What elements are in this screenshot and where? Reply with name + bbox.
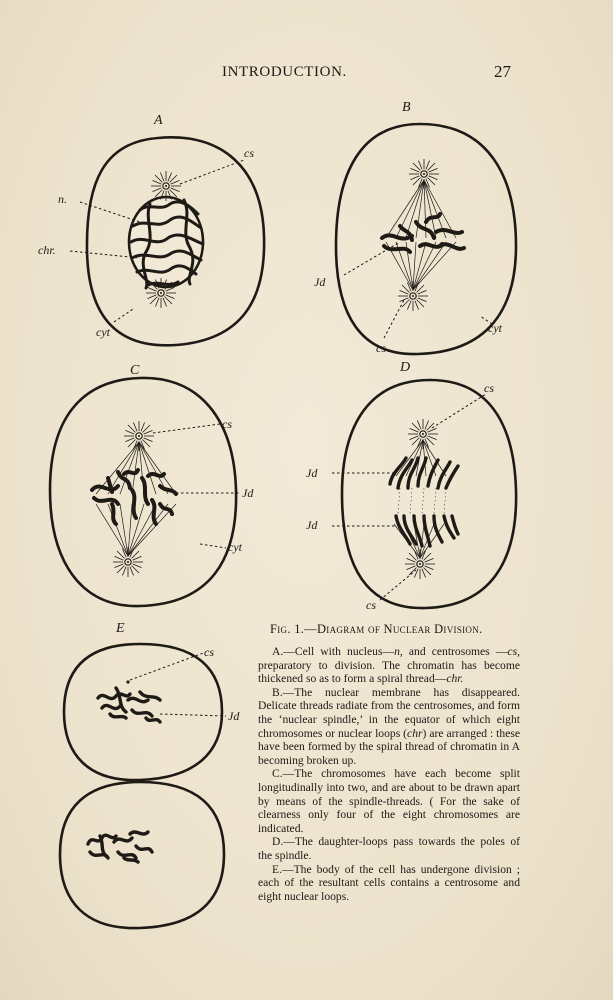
label-cs-e: cs: [204, 645, 214, 659]
panel-b-cell: [336, 124, 516, 354]
panel-letter-d: D: [400, 360, 411, 375]
label-jd-d-bottom: Jd: [306, 518, 318, 532]
panel-letter-e: E: [116, 621, 125, 636]
caption-fragment: C.—The chromosomes have each become split longitudinally into two, and are about to be drawn apart by means of the spindle-threads. ( For the sake of clearness only four of the eight chromosomes are indicated.: [258, 767, 520, 835]
label-jd-c: Jd: [242, 486, 254, 500]
panel-c-cell: [50, 378, 240, 606]
panel-letter-a: A: [154, 113, 163, 128]
panel-a-bottom-centrosome: [146, 278, 176, 308]
label-cs-a: cs: [244, 146, 254, 160]
caption-fragment: E.—The body of the cell has undergone division ; each of the resultant cells contains a centrosome and eight nuclear loops.: [258, 862, 520, 903]
panel-d-cell: [332, 380, 516, 608]
label-jd-b: Jd: [314, 275, 326, 289]
caption-paragraph-a: [258, 645, 520, 686]
label-cyt-a: cyt: [96, 325, 110, 339]
caption-fragment: , preparatory to division. The chromatin has become thickened so as to form a spiral thread—: [258, 645, 520, 686]
label-cs-b: cs: [376, 341, 386, 355]
label-cs-d: cs: [484, 381, 494, 395]
caption-paragraph-b: [258, 686, 520, 768]
label-jd-d-top: Jd: [306, 466, 318, 480]
label-chr-a: chr.: [38, 243, 56, 257]
figure-caption-title: Fig. 1.—Diagram of Nuclear Division.: [270, 622, 483, 636]
caption-fragment: A.—Cell with nucleus—: [272, 645, 395, 658]
panel-a-nucleus: [129, 197, 203, 288]
caption-paragraph-d: [258, 835, 520, 862]
label-cyt-c: cyt: [228, 540, 242, 554]
caption-fragment: chr.: [446, 672, 464, 686]
caption-paragraph-e: [258, 863, 520, 904]
page-number: 27: [494, 62, 511, 81]
panel-a-top-centrosome: [151, 171, 181, 201]
caption-fragment: D.—The daughter-loops pass towards the poles of the spindle.: [258, 835, 520, 862]
label-cyt-b: cyt: [488, 321, 502, 335]
panel-a-cell: [70, 137, 264, 345]
panel-letter-c: C: [130, 363, 140, 378]
caption-fragment: ) are arranged : these have been formed by the spiral thread of chromatin in A becoming broken up.: [258, 726, 521, 767]
caption-fragment: , and centrosomes —: [399, 645, 508, 658]
caption-fragment: n: [394, 645, 400, 658]
caption-paragraph-c: [258, 767, 520, 835]
panel-letter-b: B: [402, 100, 411, 115]
running-title: INTRODUCTION.: [222, 64, 347, 80]
figure-caption-text: [258, 645, 520, 903]
label-n-a: n.: [58, 192, 67, 206]
panel-e-cells: [60, 644, 226, 928]
caption-fragment: chr: [407, 726, 423, 740]
caption-fragment: B.—The nuclear membrane has disappeared. Delicate threads radiate from the centrosomes, and form the ‘nuclear spindle,’ in the equator of which eight chromosomes or nuclear loops (: [258, 685, 520, 740]
caption-fragment: cs: [507, 645, 518, 658]
label-jd-e: Jd: [228, 709, 240, 723]
label-cs-d-bottom: cs: [366, 598, 376, 612]
label-cs-c: cs: [222, 417, 232, 431]
